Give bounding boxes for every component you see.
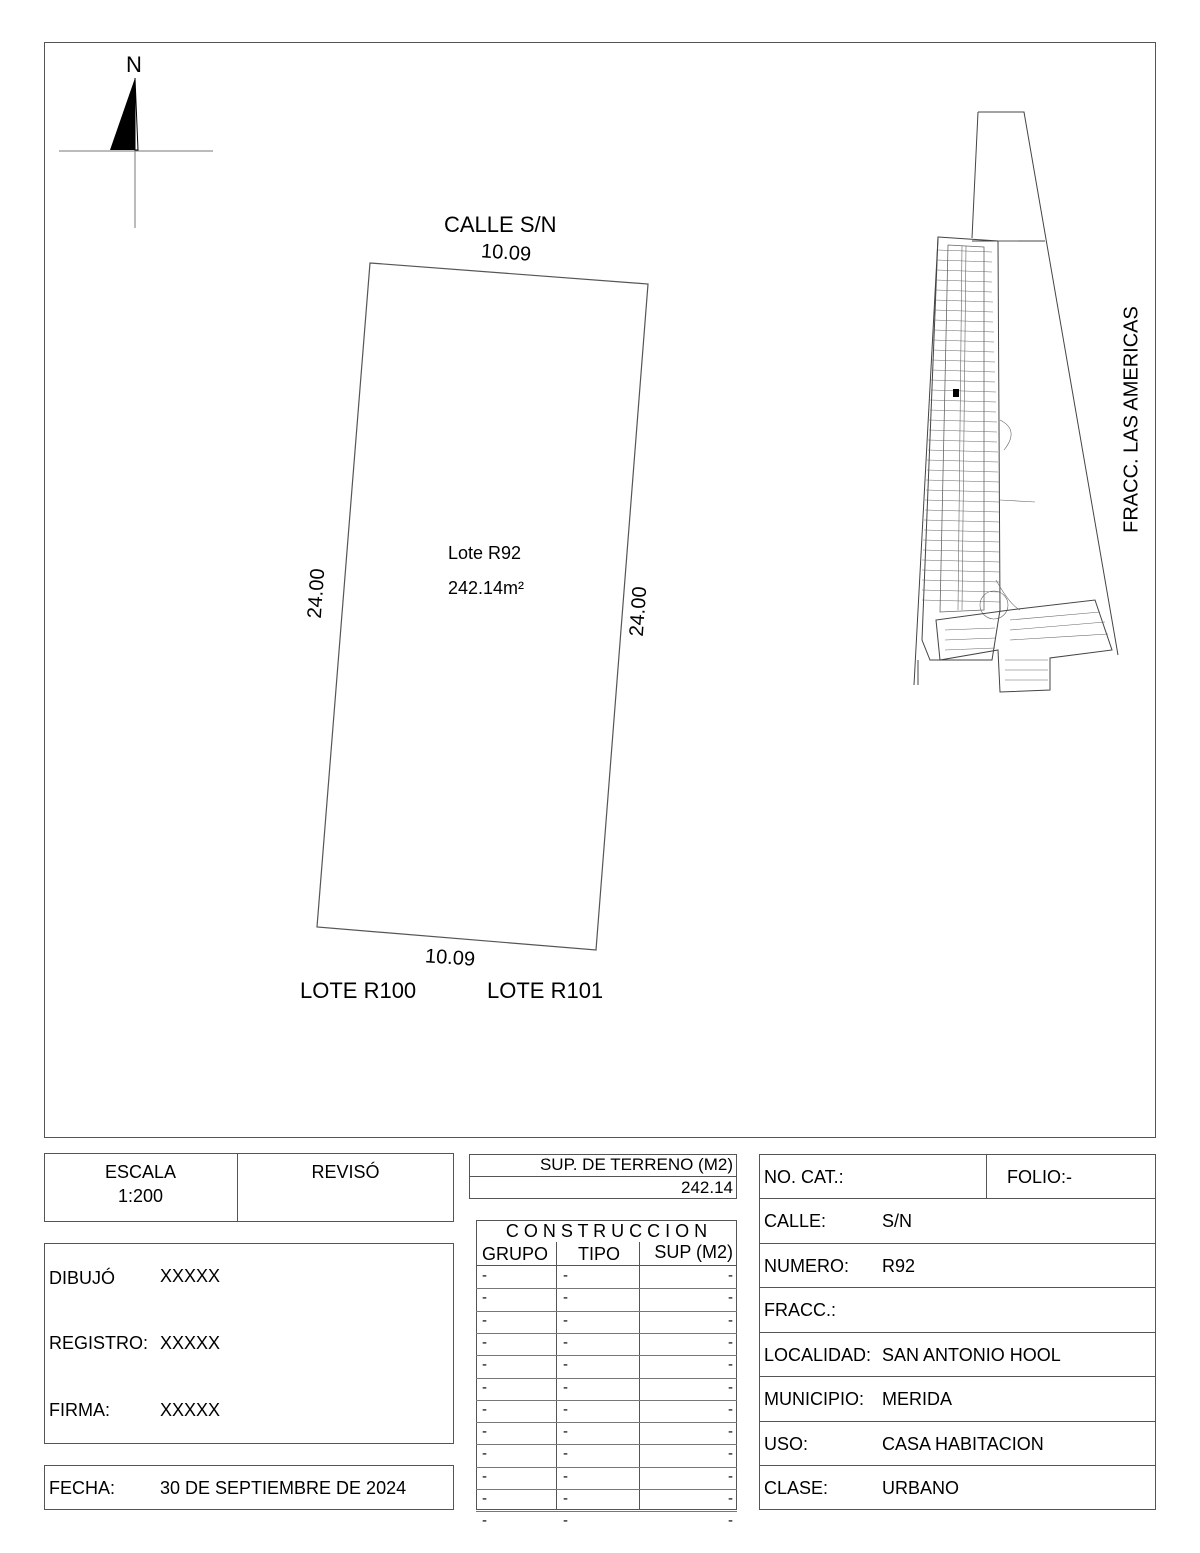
col-area-header: SUP (M2) <box>654 1242 733 1262</box>
signature-value: XXXXX <box>160 1400 221 1420</box>
table-cell: - <box>728 1333 733 1351</box>
table-cell: - <box>482 1490 487 1507</box>
table-cell: - <box>563 1378 568 1396</box>
street-value: S/N <box>882 1211 913 1231</box>
scale-value: 1:200 <box>117 1186 164 1206</box>
table-cell: - <box>728 1400 733 1418</box>
table-cell: - <box>728 1423 733 1441</box>
locality-label: LOCALIDAD: <box>764 1345 872 1365</box>
table-cell: - <box>563 1467 568 1485</box>
table-cell: - <box>728 1378 733 1396</box>
table-cell: - <box>728 1490 733 1507</box>
date-label: FECHA: <box>49 1478 116 1498</box>
table-cell: - <box>563 1267 568 1284</box>
table-cell: - <box>563 1423 568 1441</box>
table-cell: - <box>728 1356 733 1374</box>
street-top-label: CALLE S/N <box>444 212 557 237</box>
number-value: R92 <box>882 1256 916 1276</box>
north-label: N <box>126 52 142 77</box>
cat-label: NO. CAT.: <box>764 1167 844 1187</box>
reviewed-label: REVISÓ <box>311 1162 380 1182</box>
municipality-label: MUNICIPIO: <box>764 1389 865 1409</box>
location-label: FRACC. LAS AMERICAS <box>1120 306 1143 533</box>
table-cell: - <box>728 1445 733 1463</box>
folio-label: FOLIO:- <box>1007 1167 1073 1187</box>
lot-name: Lote R92 <box>448 543 522 563</box>
table-cell: - <box>482 1423 487 1441</box>
street-label: CALLE: <box>764 1211 827 1231</box>
col-type-header: TIPO <box>578 1244 621 1264</box>
table-cell: - <box>728 1311 733 1329</box>
scale-label: ESCALA <box>104 1162 177 1182</box>
use-value: CASA HABITACION <box>882 1434 1044 1454</box>
bottom-measure: 10.09 <box>424 945 476 971</box>
fracc-label: FRACC.: <box>764 1300 836 1320</box>
table-cell: - <box>563 1289 568 1307</box>
use-label: USO: <box>764 1434 809 1454</box>
class-value: URBANO <box>882 1478 960 1498</box>
right-measure: 24.00 <box>625 585 652 638</box>
registry-label: REGISTRO: <box>49 1333 149 1353</box>
table-cell: - <box>728 1467 733 1485</box>
table-cell: - <box>563 1356 568 1374</box>
lot-area: 242.14m² <box>448 578 525 598</box>
land-area-header: SUP. DE TERRENO (M2) <box>539 1155 733 1174</box>
table-cell: - <box>482 1311 487 1329</box>
table-cell: - <box>563 1490 568 1507</box>
left-measure: 24.00 <box>303 567 330 620</box>
table-cell: - <box>728 1267 733 1284</box>
top-measure: 10.09 <box>480 240 532 266</box>
col-group-header: GRUPO <box>482 1244 549 1264</box>
table-cell: - <box>563 1445 568 1463</box>
table-cell: - <box>728 1512 733 1530</box>
neighbor-left-label: LOTE R100 <box>300 978 417 1003</box>
locality-value: SAN ANTONIO HOOL <box>882 1345 1061 1365</box>
table-cell: - <box>482 1333 487 1351</box>
location-map <box>900 100 1130 710</box>
table-cell: - <box>563 1400 568 1418</box>
table-cell: - <box>482 1467 487 1485</box>
number-label: NUMERO: <box>764 1256 849 1276</box>
class-label: CLASE: <box>764 1478 829 1498</box>
land-area-value: 242.14 <box>681 1178 733 1197</box>
signature-label: FIRMA: <box>49 1400 110 1420</box>
highlighted-lot-marker <box>953 389 959 397</box>
table-cell: - <box>563 1512 568 1530</box>
construction-title: C O N S T R U C C I O N <box>505 1221 708 1241</box>
table-cell: - <box>482 1356 487 1374</box>
registry-value: XXXXX <box>160 1333 221 1353</box>
drawn-label: DIBUJÓ <box>49 1268 116 1288</box>
table-cell: - <box>482 1512 487 1530</box>
neighbor-right-label: LOTE R101 <box>487 978 604 1003</box>
table-cell: - <box>482 1267 487 1284</box>
table-cell: - <box>728 1289 733 1307</box>
date-value: 30 DE SEPTIEMBRE DE 2024 <box>160 1478 407 1498</box>
table-cell: - <box>482 1289 487 1307</box>
table-cell: - <box>482 1400 487 1418</box>
table-cell: - <box>563 1311 568 1329</box>
table-cell: - <box>563 1333 568 1351</box>
table-cell: - <box>482 1445 487 1463</box>
drawn-value: XXXXX <box>160 1266 221 1286</box>
table-cell: - <box>482 1378 487 1396</box>
municipality-value: MERIDA <box>882 1389 953 1409</box>
